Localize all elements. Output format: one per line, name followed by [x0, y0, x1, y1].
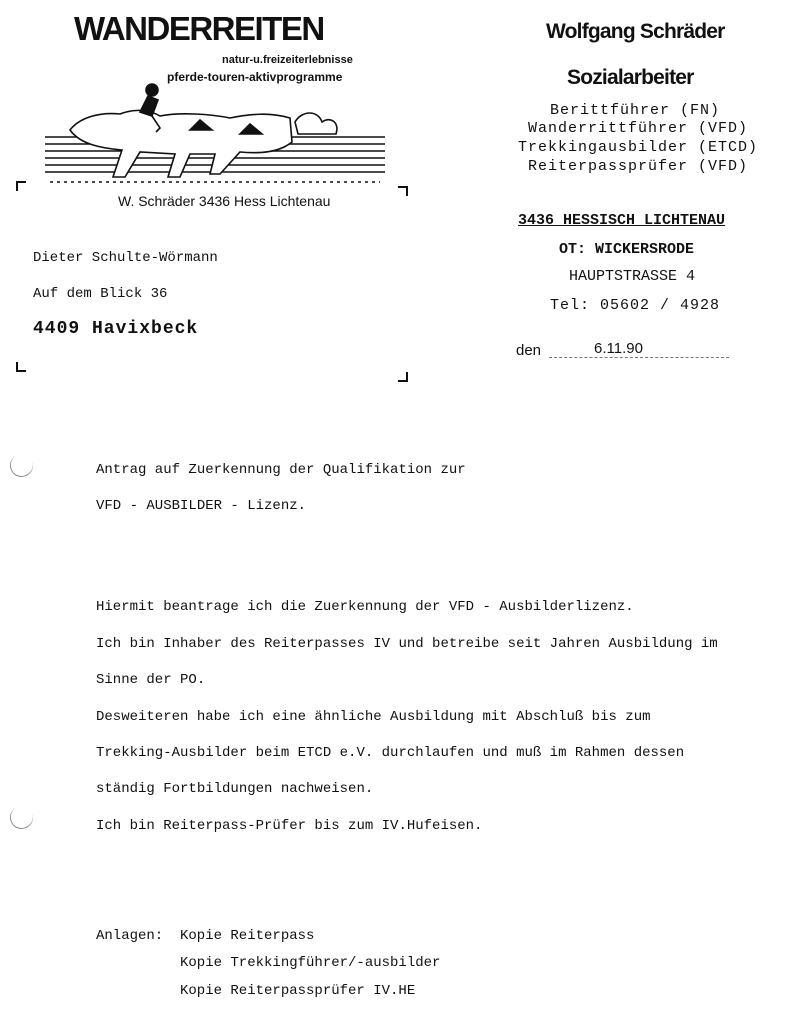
body-line-2: Ich bin Inhaber des Reiterpasses IV und betreibe seit Jahren Ausbildung im [96, 636, 718, 652]
horse-rider-illustration [40, 82, 390, 192]
body-line-6: ständig Fortbildungen nachweisen. [96, 781, 374, 797]
body-line-3: Sinne der PO. [96, 672, 206, 688]
punch-hole-top [7, 451, 36, 480]
brand-title: WANDERREITEN [74, 10, 324, 47]
qualification-4: Reiterpassprüfer (VFD) [528, 158, 749, 175]
sender-street: HAUPTSTRASSE 4 [569, 268, 696, 285]
window-corner-bottom-right [398, 372, 408, 382]
qualification-1: Berittführer (FN) [550, 102, 721, 119]
brand-tagline-2: pferde-touren-aktivprogramme [167, 70, 343, 84]
sender-district: OT: WICKERSRODE [559, 241, 695, 258]
window-corner-top-right [398, 186, 408, 196]
body-line-7: Ich bin Reiterpass-Prüfer bis zum IV.Hufeisen. [96, 818, 483, 834]
recipient-city: 4409 Havixbeck [33, 319, 199, 339]
sender-phone: Tel: 05602 / 4928 [550, 297, 721, 314]
body-line-4: Desweiteren habe ich eine ähnliche Ausbildung mit Abschluß bis zum [96, 709, 651, 725]
sender-title: Sozialarbeiter [567, 66, 694, 89]
recipient-street: Auf dem Blick 36 [33, 286, 168, 302]
date-line [549, 357, 729, 358]
body-line-1: Hiermit beantrage ich die Zuerkennung der VFD - Ausbilderlizenz. [96, 599, 634, 615]
subject-line-1: Antrag auf Zuerkennung der Qualifikation zur [96, 462, 466, 478]
body-line-5: Trekking-Ausbilder beim ETCD e.V. durchlaufen und muß im Rahmen dessen [96, 745, 685, 761]
brand-tagline-1: natur-u.freizeiterlebnisse [222, 54, 353, 66]
punch-hole-bottom [7, 803, 36, 832]
return-address: W. Schräder 3436 Hess Lichtenau [118, 193, 331, 209]
window-corner-bottom-left [16, 362, 26, 372]
sender-city: 3436 HESSISCH LICHTENAU [518, 212, 726, 229]
date-value: 6.11.90 [594, 340, 643, 357]
qualification-3: Trekkingausbilder (ETCD) [518, 139, 759, 156]
recipient-name: Dieter Schulte-Wörmann [33, 250, 218, 266]
window-corner-top-left [16, 181, 26, 191]
date-label: den [516, 342, 542, 359]
attachments-label: Anlagen: [96, 928, 164, 944]
attachment-item-1: Kopie Reiterpass [180, 928, 315, 944]
qualification-2: Wanderrittführer (VFD) [528, 120, 749, 137]
subject-line-2: VFD - AUSBILDER - Lizenz. [96, 498, 307, 514]
attachment-item-2: Kopie Trekkingführer/-ausbilder [180, 955, 441, 971]
attachment-item-3: Kopie Reiterpassprüfer IV.HE [180, 983, 416, 999]
sender-name: Wolfgang Schräder [546, 20, 725, 43]
